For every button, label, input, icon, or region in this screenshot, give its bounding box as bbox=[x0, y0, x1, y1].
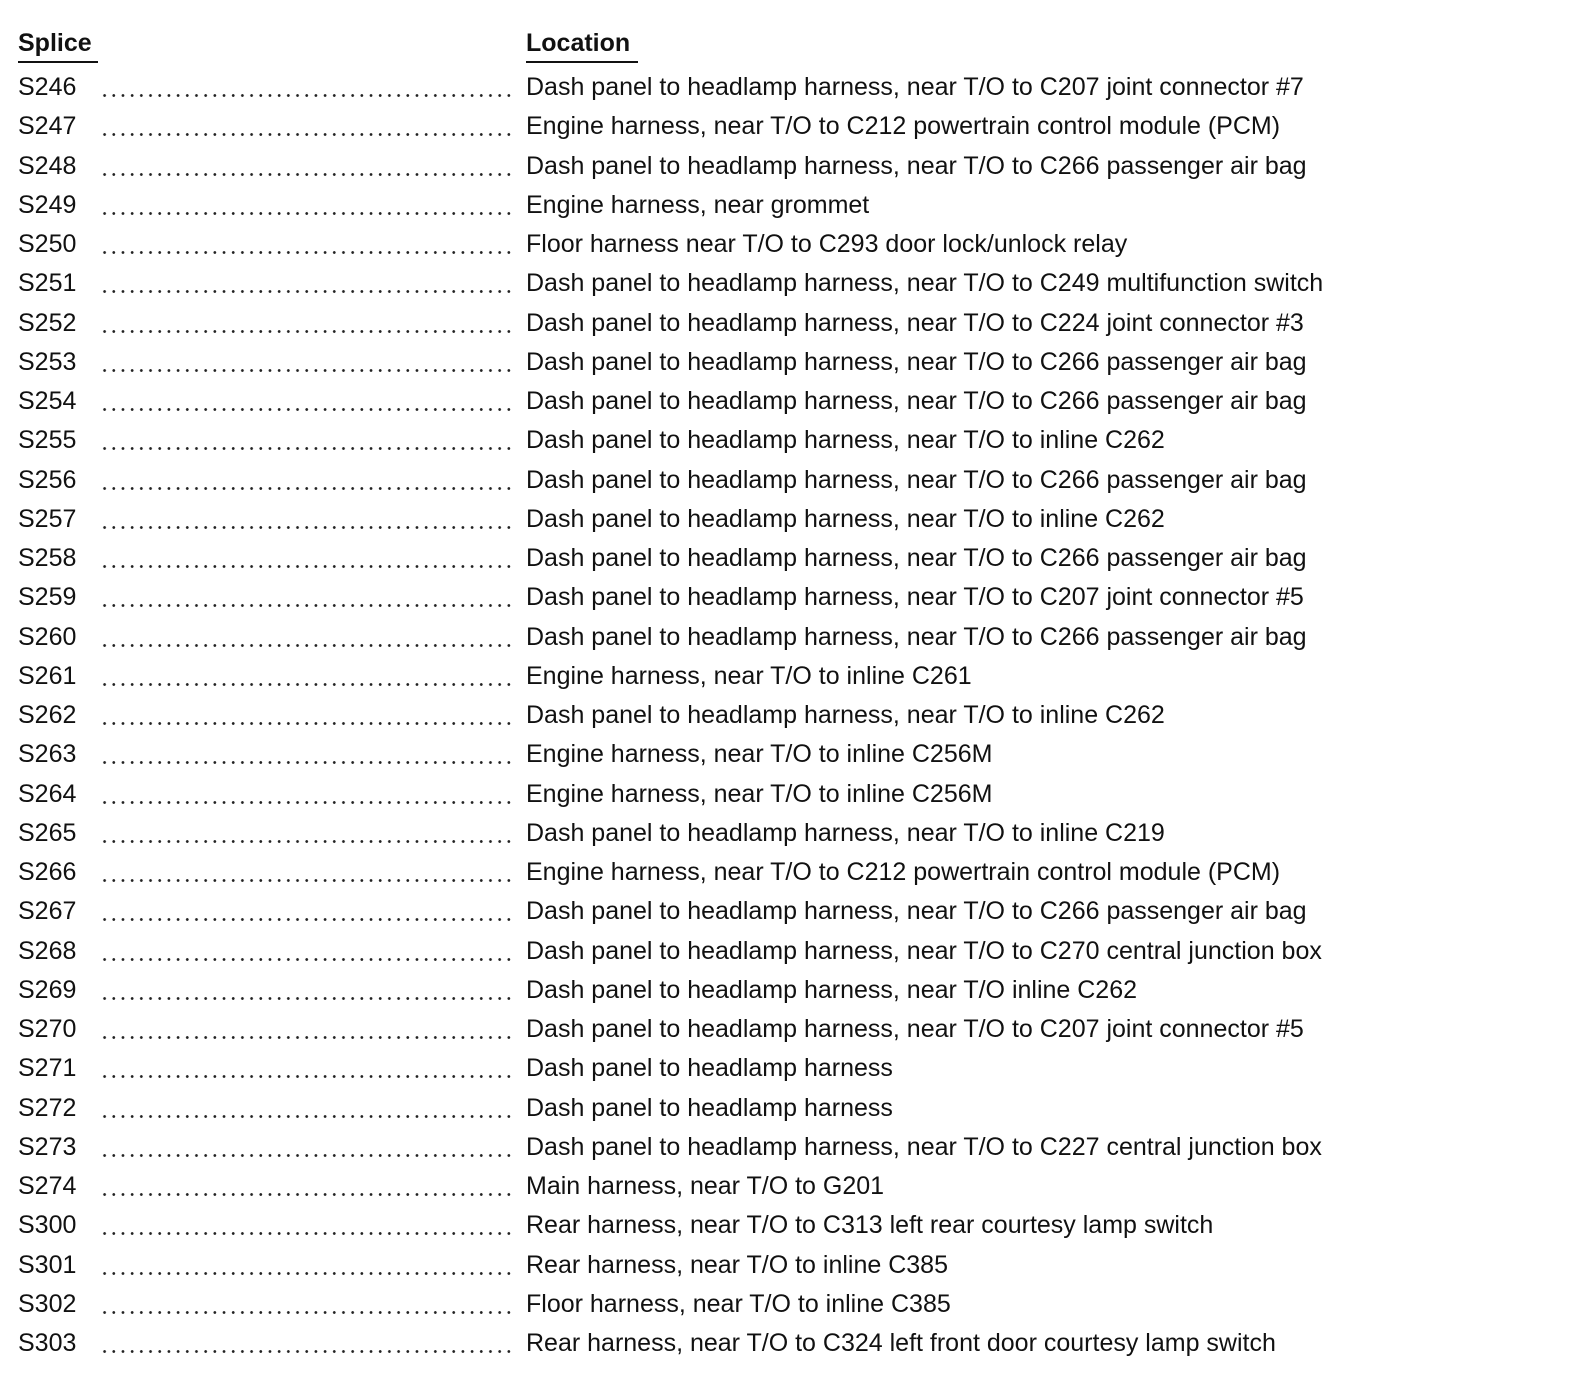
table-row bbox=[0, 735, 1582, 774]
table-body bbox=[0, 68, 1582, 1363]
dot-leader bbox=[100, 1154, 512, 1157]
splice-id: S249 bbox=[18, 190, 77, 219]
splice-id: S247 bbox=[18, 112, 77, 141]
dot-leader bbox=[100, 487, 512, 490]
splice-location: Floor harness near T/O to C293 door lock/unlock relay bbox=[526, 230, 1128, 258]
table-row bbox=[0, 382, 1582, 421]
dot-leader bbox=[100, 1311, 512, 1314]
dot-leader bbox=[100, 212, 512, 215]
dot-leader bbox=[100, 604, 512, 607]
dot-leader bbox=[100, 1115, 512, 1118]
dot-leader bbox=[100, 879, 512, 882]
dot-leader bbox=[100, 447, 512, 450]
splice-id: S273 bbox=[18, 1132, 77, 1161]
splice-id: S266 bbox=[18, 858, 77, 886]
table-row bbox=[0, 971, 1582, 1010]
dot-leader bbox=[100, 251, 512, 254]
table-row bbox=[0, 461, 1582, 500]
table-row bbox=[0, 343, 1582, 382]
splice-location: Dash panel to headlamp harness, near T/O to C249 multifunction switch bbox=[526, 269, 1324, 298]
splice-location: Rear harness, near T/O to C324 left front door courtesy lamp switch bbox=[526, 1329, 1276, 1357]
dot-leader bbox=[100, 1075, 512, 1078]
splice-location: Floor harness, near T/O to inline C385 bbox=[526, 1289, 951, 1318]
table-row bbox=[0, 1246, 1582, 1285]
splice-location: Engine harness, near T/O to inline C261 bbox=[526, 661, 972, 690]
splice-id: S270 bbox=[18, 1015, 77, 1043]
dot-leader bbox=[100, 290, 512, 293]
table-row bbox=[0, 421, 1582, 460]
splice-id: S271 bbox=[18, 1054, 77, 1083]
table-row bbox=[0, 892, 1582, 931]
table-row bbox=[0, 147, 1582, 186]
table-row bbox=[0, 1128, 1582, 1167]
table-row bbox=[0, 1285, 1582, 1324]
splice-id: S248 bbox=[18, 151, 77, 180]
splice-location: Dash panel to headlamp harness, near T/O to C224 joint connector #3 bbox=[526, 308, 1304, 337]
splice-id: S257 bbox=[18, 504, 77, 533]
splice-id: S269 bbox=[18, 975, 77, 1004]
table-row bbox=[0, 225, 1582, 264]
dot-leader bbox=[100, 761, 512, 764]
splice-location: Rear harness, near T/O to C313 left rear courtesy lamp switch bbox=[526, 1211, 1214, 1240]
splice-id: S303 bbox=[18, 1329, 77, 1357]
splice-id: S261 bbox=[18, 661, 77, 690]
splice-location: Dash panel to headlamp harness, near T/O to inline C262 bbox=[526, 426, 1165, 455]
dot-leader bbox=[100, 133, 512, 136]
splice-location: Dash panel to headlamp harness, near T/O to inline C262 bbox=[526, 504, 1165, 533]
splice-location: Main harness, near T/O to G201 bbox=[526, 1172, 885, 1200]
dot-leader bbox=[100, 997, 512, 1000]
column-header-splice: Splice bbox=[18, 26, 98, 63]
table-row bbox=[0, 775, 1582, 814]
splice-id: S254 bbox=[18, 387, 77, 415]
splice-id: S256 bbox=[18, 465, 77, 494]
splice-location: Dash panel to headlamp harness, near T/O to C207 joint connector #7 bbox=[526, 73, 1304, 101]
table-row bbox=[0, 1206, 1582, 1245]
table-row bbox=[0, 1167, 1582, 1206]
table-header bbox=[0, 26, 1582, 66]
splice-location: Dash panel to headlamp harness, near T/O inline C262 bbox=[526, 975, 1138, 1004]
table-row bbox=[0, 304, 1582, 343]
splice-id: S258 bbox=[18, 544, 77, 572]
splice-id: S259 bbox=[18, 583, 77, 612]
dot-leader bbox=[100, 526, 512, 529]
splice-id: S263 bbox=[18, 740, 77, 769]
splice-location: Engine harness, near T/O to inline C256M bbox=[526, 779, 993, 808]
splice-location: Dash panel to headlamp harness, near T/O to C266 passenger air bag bbox=[526, 151, 1307, 180]
dot-leader bbox=[100, 644, 512, 647]
splice-id: S267 bbox=[18, 897, 77, 926]
splice-location: Engine harness, near T/O to inline C256M bbox=[526, 740, 993, 769]
splice-id: S272 bbox=[18, 1093, 77, 1122]
dot-leader bbox=[100, 408, 512, 411]
column-header-location: Location bbox=[526, 26, 638, 63]
dot-leader bbox=[100, 1193, 512, 1196]
table-row bbox=[0, 578, 1582, 617]
splice-id: S255 bbox=[18, 426, 77, 455]
splice-location: Dash panel to headlamp harness, near T/O to C207 joint connector #5 bbox=[526, 583, 1304, 612]
splice-id: S253 bbox=[18, 347, 77, 376]
table-row bbox=[0, 853, 1582, 892]
splice-id: S302 bbox=[18, 1289, 77, 1318]
splice-id: S251 bbox=[18, 269, 77, 298]
splice-location: Dash panel to headlamp harness, near T/O to C207 joint connector #5 bbox=[526, 1015, 1304, 1043]
table-row bbox=[0, 932, 1582, 971]
dot-leader bbox=[100, 1232, 512, 1235]
table-row bbox=[0, 657, 1582, 696]
dot-leader bbox=[100, 565, 512, 568]
splice-id: S268 bbox=[18, 936, 77, 965]
table-row bbox=[0, 107, 1582, 146]
dot-leader bbox=[100, 1036, 512, 1039]
splice-location: Dash panel to headlamp harness, near T/O to C266 passenger air bag bbox=[526, 544, 1307, 572]
splice-location: Dash panel to headlamp harness, near T/O to C266 passenger air bag bbox=[526, 465, 1307, 494]
splice-location: Engine harness, near T/O to C212 powertrain control module (PCM) bbox=[526, 858, 1281, 886]
dot-leader bbox=[100, 94, 512, 97]
table-row bbox=[0, 814, 1582, 853]
splice-id: S246 bbox=[18, 73, 77, 101]
table-row bbox=[0, 264, 1582, 303]
dot-leader bbox=[100, 722, 512, 725]
table-row bbox=[0, 68, 1582, 107]
splice-location: Engine harness, near T/O to C212 powertrain control module (PCM) bbox=[526, 112, 1281, 141]
splice-id: S252 bbox=[18, 308, 77, 337]
splice-id: S262 bbox=[18, 701, 77, 729]
table-row bbox=[0, 1010, 1582, 1049]
splice-location: Dash panel to headlamp harness, near T/O to C266 passenger air bag bbox=[526, 347, 1307, 376]
dot-leader bbox=[100, 173, 512, 176]
splice-location: Dash panel to headlamp harness bbox=[526, 1054, 893, 1083]
splice-id: S250 bbox=[18, 230, 77, 258]
splice-location: Dash panel to headlamp harness, near T/O to C266 passenger air bag bbox=[526, 897, 1307, 926]
dot-leader bbox=[100, 918, 512, 921]
table-row bbox=[0, 618, 1582, 657]
splice-id: S301 bbox=[18, 1250, 77, 1279]
dot-leader bbox=[100, 840, 512, 843]
splice-location: Rear harness, near T/O to inline C385 bbox=[526, 1250, 948, 1279]
splice-location: Dash panel to headlamp harness, near T/O to C266 passenger air bag bbox=[526, 387, 1307, 415]
dot-leader bbox=[100, 1350, 512, 1353]
splice-location: Dash panel to headlamp harness, near T/O to inline C262 bbox=[526, 701, 1165, 729]
table-row bbox=[0, 539, 1582, 578]
table-row bbox=[0, 500, 1582, 539]
table-row bbox=[0, 1089, 1582, 1128]
splice-location: Dash panel to headlamp harness, near T/O to C227 central junction box bbox=[526, 1132, 1322, 1161]
splice-id: S265 bbox=[18, 818, 77, 847]
splice-id: S264 bbox=[18, 779, 77, 808]
table-row bbox=[0, 186, 1582, 225]
table-row bbox=[0, 1324, 1582, 1363]
splice-id: S260 bbox=[18, 622, 77, 651]
dot-leader bbox=[100, 801, 512, 804]
dot-leader bbox=[100, 369, 512, 372]
table-row bbox=[0, 696, 1582, 735]
splice-id: S274 bbox=[18, 1172, 77, 1200]
dot-leader bbox=[100, 683, 512, 686]
splice-location: Dash panel to headlamp harness bbox=[526, 1093, 893, 1122]
dot-leader bbox=[100, 958, 512, 961]
splice-location: Dash panel to headlamp harness, near T/O to C266 passenger air bag bbox=[526, 622, 1307, 651]
dot-leader bbox=[100, 330, 512, 333]
splice-location: Engine harness, near grommet bbox=[526, 190, 870, 219]
dot-leader bbox=[100, 1272, 512, 1275]
splice-id: S300 bbox=[18, 1211, 77, 1240]
splice-location: Dash panel to headlamp harness, near T/O to inline C219 bbox=[526, 818, 1165, 847]
splice-location: Dash panel to headlamp harness, near T/O to C270 central junction box bbox=[526, 936, 1322, 965]
table-row bbox=[0, 1049, 1582, 1088]
